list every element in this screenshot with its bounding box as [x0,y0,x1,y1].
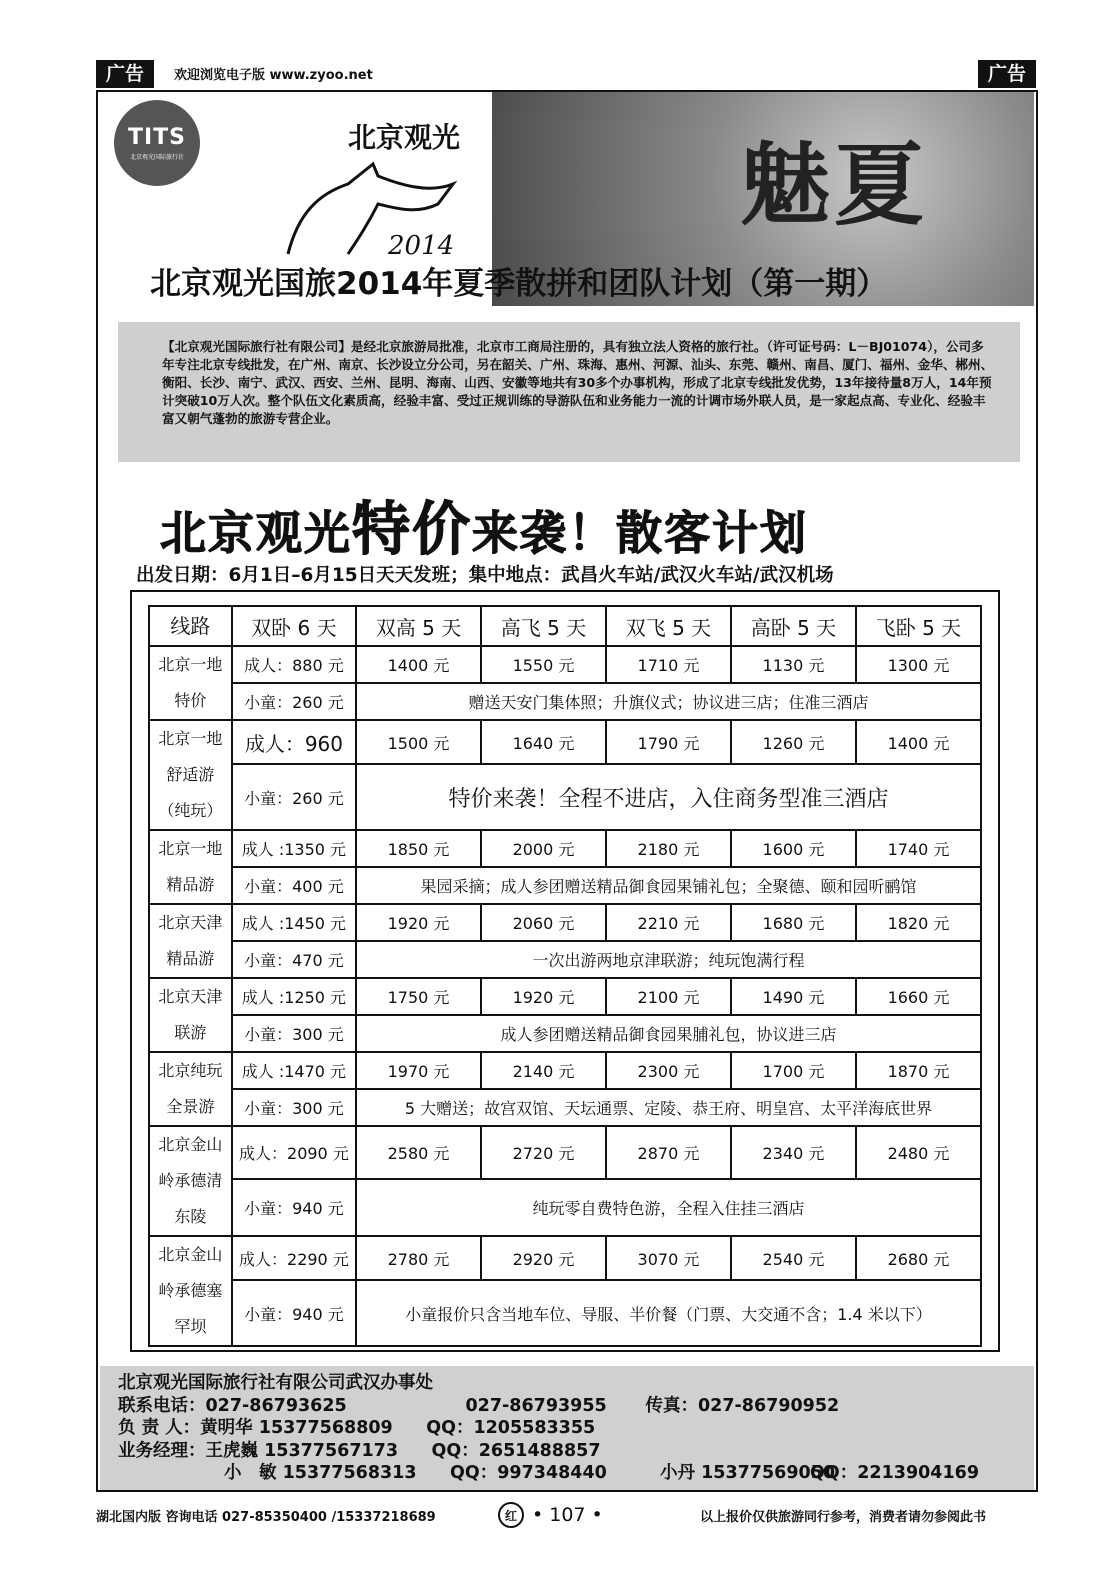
route-name: 北京金山 岭承德清 东陵 [149,1126,232,1236]
manager-label: 负 责 人： [118,1418,201,1439]
company-intro: 【北京观光国际旅行社有限公司】是经北京旅游局批准，北京市工商局注册的，具有独立法人资格的旅行社。（许可证号码：L－BJ01074），公司多年专注北京专线批发，在广州、南京、长沙设立分公司，另在韶关、广州、珠海、惠州、河源、汕头、东莞、赣州、南昌、厦门、福州、金华、郴州、衡阳、长沙、南宁、武汉、西安、兰州、昆明、海南、山西、安徽等地共有30多个办事机构，形成了北京专线批发优势，13年接待量8万人，14年预计突破10万人次。整个队伍文化素质高，经验丰富、受过正规训练的导游队伍和业务能力一流的计调市场外联人员，是一家起点高、专业化、经验丰富又朝气蓬勃的旅游专营企业。 [118,322,1020,462]
price-cell: 1710 元 [606,646,731,683]
adult-price: 成人 :1470 元 [232,1052,356,1089]
biz-label: 业务经理： [118,1440,206,1461]
route-note: 赠送天安门集体照；升旗仪式；协议进三店；住准三酒店 [356,683,981,720]
phone-2: 027-86793955 [465,1395,607,1416]
table-row-child [149,764,981,830]
child-price: 小童：260 元 [232,764,356,830]
table-row-child [149,1015,981,1052]
promo-title [160,482,808,566]
price-cell: 2780 元 [356,1236,481,1280]
page-number [498,1502,603,1528]
route-note: 纯玩零自费特色游，全程入住挂三酒店 [356,1179,981,1236]
bottom-left-info: 湖北国内版 咨询电话 027-85350400 /15337218689 [96,1510,436,1525]
price-cell: 1640 元 [481,720,606,764]
price-cell: 1920 元 [356,904,481,941]
price-cell: 2210 元 [606,904,731,941]
table-row-child [149,1089,981,1126]
site-url[interactable]: 欢迎浏览电子版 www.zyoo.net [174,68,373,83]
price-cell: 1500 元 [356,720,481,764]
child-price: 小童：400 元 [232,867,356,904]
bottom-disclaimer: 以上报价仅供旅游同行参考，消费者请勿参阅此书 [700,1510,987,1525]
price-cell: 1600 元 [731,830,856,867]
table-row-child [149,1280,981,1346]
route-note: 特价来袭！全程不进店，入住商务型准三酒店 [356,764,981,830]
table-row-child [149,683,981,720]
red-badge-icon: 红 [498,1502,524,1528]
price-cell: 1550 元 [481,646,606,683]
price-cell: 2000 元 [481,830,606,867]
adult-price: 成人 :1450 元 [232,904,356,941]
price-cell: 2680 元 [856,1236,981,1280]
table-row-child [149,1179,981,1236]
price-cell: 1920 元 [481,978,606,1015]
price-cell: 1130 元 [731,646,856,683]
price-cell: 2180 元 [606,830,731,867]
child-price: 小童：300 元 [232,1015,356,1052]
adult-price: 成人：2290 元 [232,1236,356,1280]
price-cell: 1870 元 [856,1052,981,1089]
price-cell: 2540 元 [731,1236,856,1280]
adult-price: 成人：960 [232,720,356,764]
price-cell: 2300 元 [606,1052,731,1089]
route-note: 5 大赠送；故宫双馆、天坛通票、定陵、恭王府、明皇宫、太平洋海底世界 [356,1089,981,1126]
price-cell: 1490 元 [731,978,856,1015]
header-cell: 高卧 5 天 [731,606,856,646]
summer-title: 魅夏 [740,132,928,238]
route-note: 果园采摘；成人参团赠送精品御食园果铺礼包；全聚德、颐和园听鹂馆 [356,867,981,904]
adult-price: 成人：880 元 [232,646,356,683]
price-cell: 1820 元 [856,904,981,941]
route-name: 北京金山 岭承德塞 罕坝 [149,1236,232,1346]
price-cell: 1750 元 [356,978,481,1015]
price-cell: 1300 元 [856,646,981,683]
price-cell: 2060 元 [481,904,606,941]
logo-text: TITS [127,125,187,150]
table-row-child [149,867,981,904]
tits-logo [114,100,200,186]
table-header-row [149,606,981,646]
promo-part1: 北京观光 [160,506,352,560]
biz-contact-3: 小丹 15377569050 [660,1463,836,1484]
child-price: 小童：470 元 [232,941,356,978]
price-cell: 2480 元 [856,1126,981,1179]
adult-price: 成人 :1350 元 [232,830,356,867]
table-row-adult [149,1126,981,1179]
price-cell: 1740 元 [856,830,981,867]
price-cell: 2580 元 [356,1126,481,1179]
table-row-adult [149,830,981,867]
child-price: 小童：300 元 [232,1089,356,1126]
header-cell: 飞卧 5 天 [856,606,981,646]
biz-qq-3: QQ：2213904169 [810,1463,980,1484]
child-price: 小童：940 元 [232,1179,356,1236]
route-name: 北京一地 舒适游 （纯玩） [149,720,232,830]
price-cell: 3070 元 [606,1236,731,1280]
price-cell: 1970 元 [356,1052,481,1089]
table-row-adult [149,1236,981,1280]
price-cell: 1400 元 [356,646,481,683]
fax: 传真：027-86790952 [645,1395,840,1416]
header-cell: 双高 5 天 [356,606,481,646]
route-note: 小童报价只含当地车位、导服、半价餐（门票、大交通不含；1.4 米以下） [356,1280,981,1346]
price-cell: 2340 元 [731,1126,856,1179]
contact-footer [100,1366,1034,1490]
price-cell: 1400 元 [856,720,981,764]
child-price: 小童：260 元 [232,683,356,720]
manager-contact: 黄明华 15377568809 [200,1418,393,1439]
table-row-adult [149,1052,981,1089]
promo-part2: 特价 [352,495,473,563]
adult-price: 成人 :1250 元 [232,978,356,1015]
price-cell: 1850 元 [356,830,481,867]
table-row-adult [149,720,981,764]
logo-subtitle: 北京观光国际旅行社 [129,154,184,161]
page-number-text: • 107 • [532,1504,603,1526]
route-name: 北京一地 特价 [149,646,232,720]
biz-contact-1: 王虎巍 15377567173 [205,1440,399,1461]
company-name: 北京观光国际旅行社有限公司武汉办事处 [118,1373,433,1393]
price-cell: 2140 元 [481,1052,606,1089]
price-cell: 2720 元 [481,1126,606,1179]
route-name: 北京纯玩 全景游 [149,1052,232,1126]
route-note: 成人参团赠送精品御食园果脯礼包，协议进三店 [356,1015,981,1052]
banner-title: 北京观光国旅2014年夏季散拼和团队计划（第一期） [150,266,888,302]
table-row-child [149,941,981,978]
adult-price: 成人：2090 元 [232,1126,356,1179]
phone-1: 027-86793625 [205,1395,347,1416]
table-row-adult [149,646,981,683]
price-cell: 1790 元 [606,720,731,764]
header-cell: 高飞 5 天 [481,606,606,646]
ad-tag-right: 广告 [978,60,1036,88]
banner [100,92,1034,306]
price-cell: 1680 元 [731,904,856,941]
price-cell: 2100 元 [606,978,731,1015]
route-name: 北京天津 精品游 [149,904,232,978]
child-price: 小童：940 元 [232,1280,356,1346]
table-row-adult [149,904,981,941]
header-cell: 双卧 6 天 [232,606,356,646]
route-note: 一次出游两地京津联游；纯玩饱满行程 [356,941,981,978]
year-label: 2014 [388,231,455,261]
horse-icon [278,154,458,264]
price-table [148,605,982,1347]
biz-qq-2: QQ：997348440 [450,1463,607,1484]
biz-contact-2: 小 敏 15377568313 [224,1463,417,1484]
promo-part3: 来袭！散客计划 [472,506,809,560]
header-cell: 线路 [149,606,232,646]
table-row-adult [149,978,981,1015]
route-name: 北京天津 联游 [149,978,232,1052]
brand-name: 北京观光 [348,121,461,154]
price-cell: 1260 元 [731,720,856,764]
price-cell: 2870 元 [606,1126,731,1179]
phone-label: 联系电话： [118,1395,206,1416]
price-cell: 1660 元 [856,978,981,1015]
manager-qq: QQ：1205583355 [426,1418,596,1439]
route-name: 北京一地 精品游 [149,830,232,904]
biz-qq-1: QQ：2651488857 [431,1440,601,1461]
price-cell: 1700 元 [731,1052,856,1089]
header-cell: 双飞 5 天 [606,606,731,646]
departure-info: 出发日期：6月1日–6月15日天天发班；集中地点：武昌火车站/武汉火车站/武汉机场 [136,565,834,586]
price-cell: 2920 元 [481,1236,606,1280]
ad-tag-left: 广告 [96,60,154,88]
